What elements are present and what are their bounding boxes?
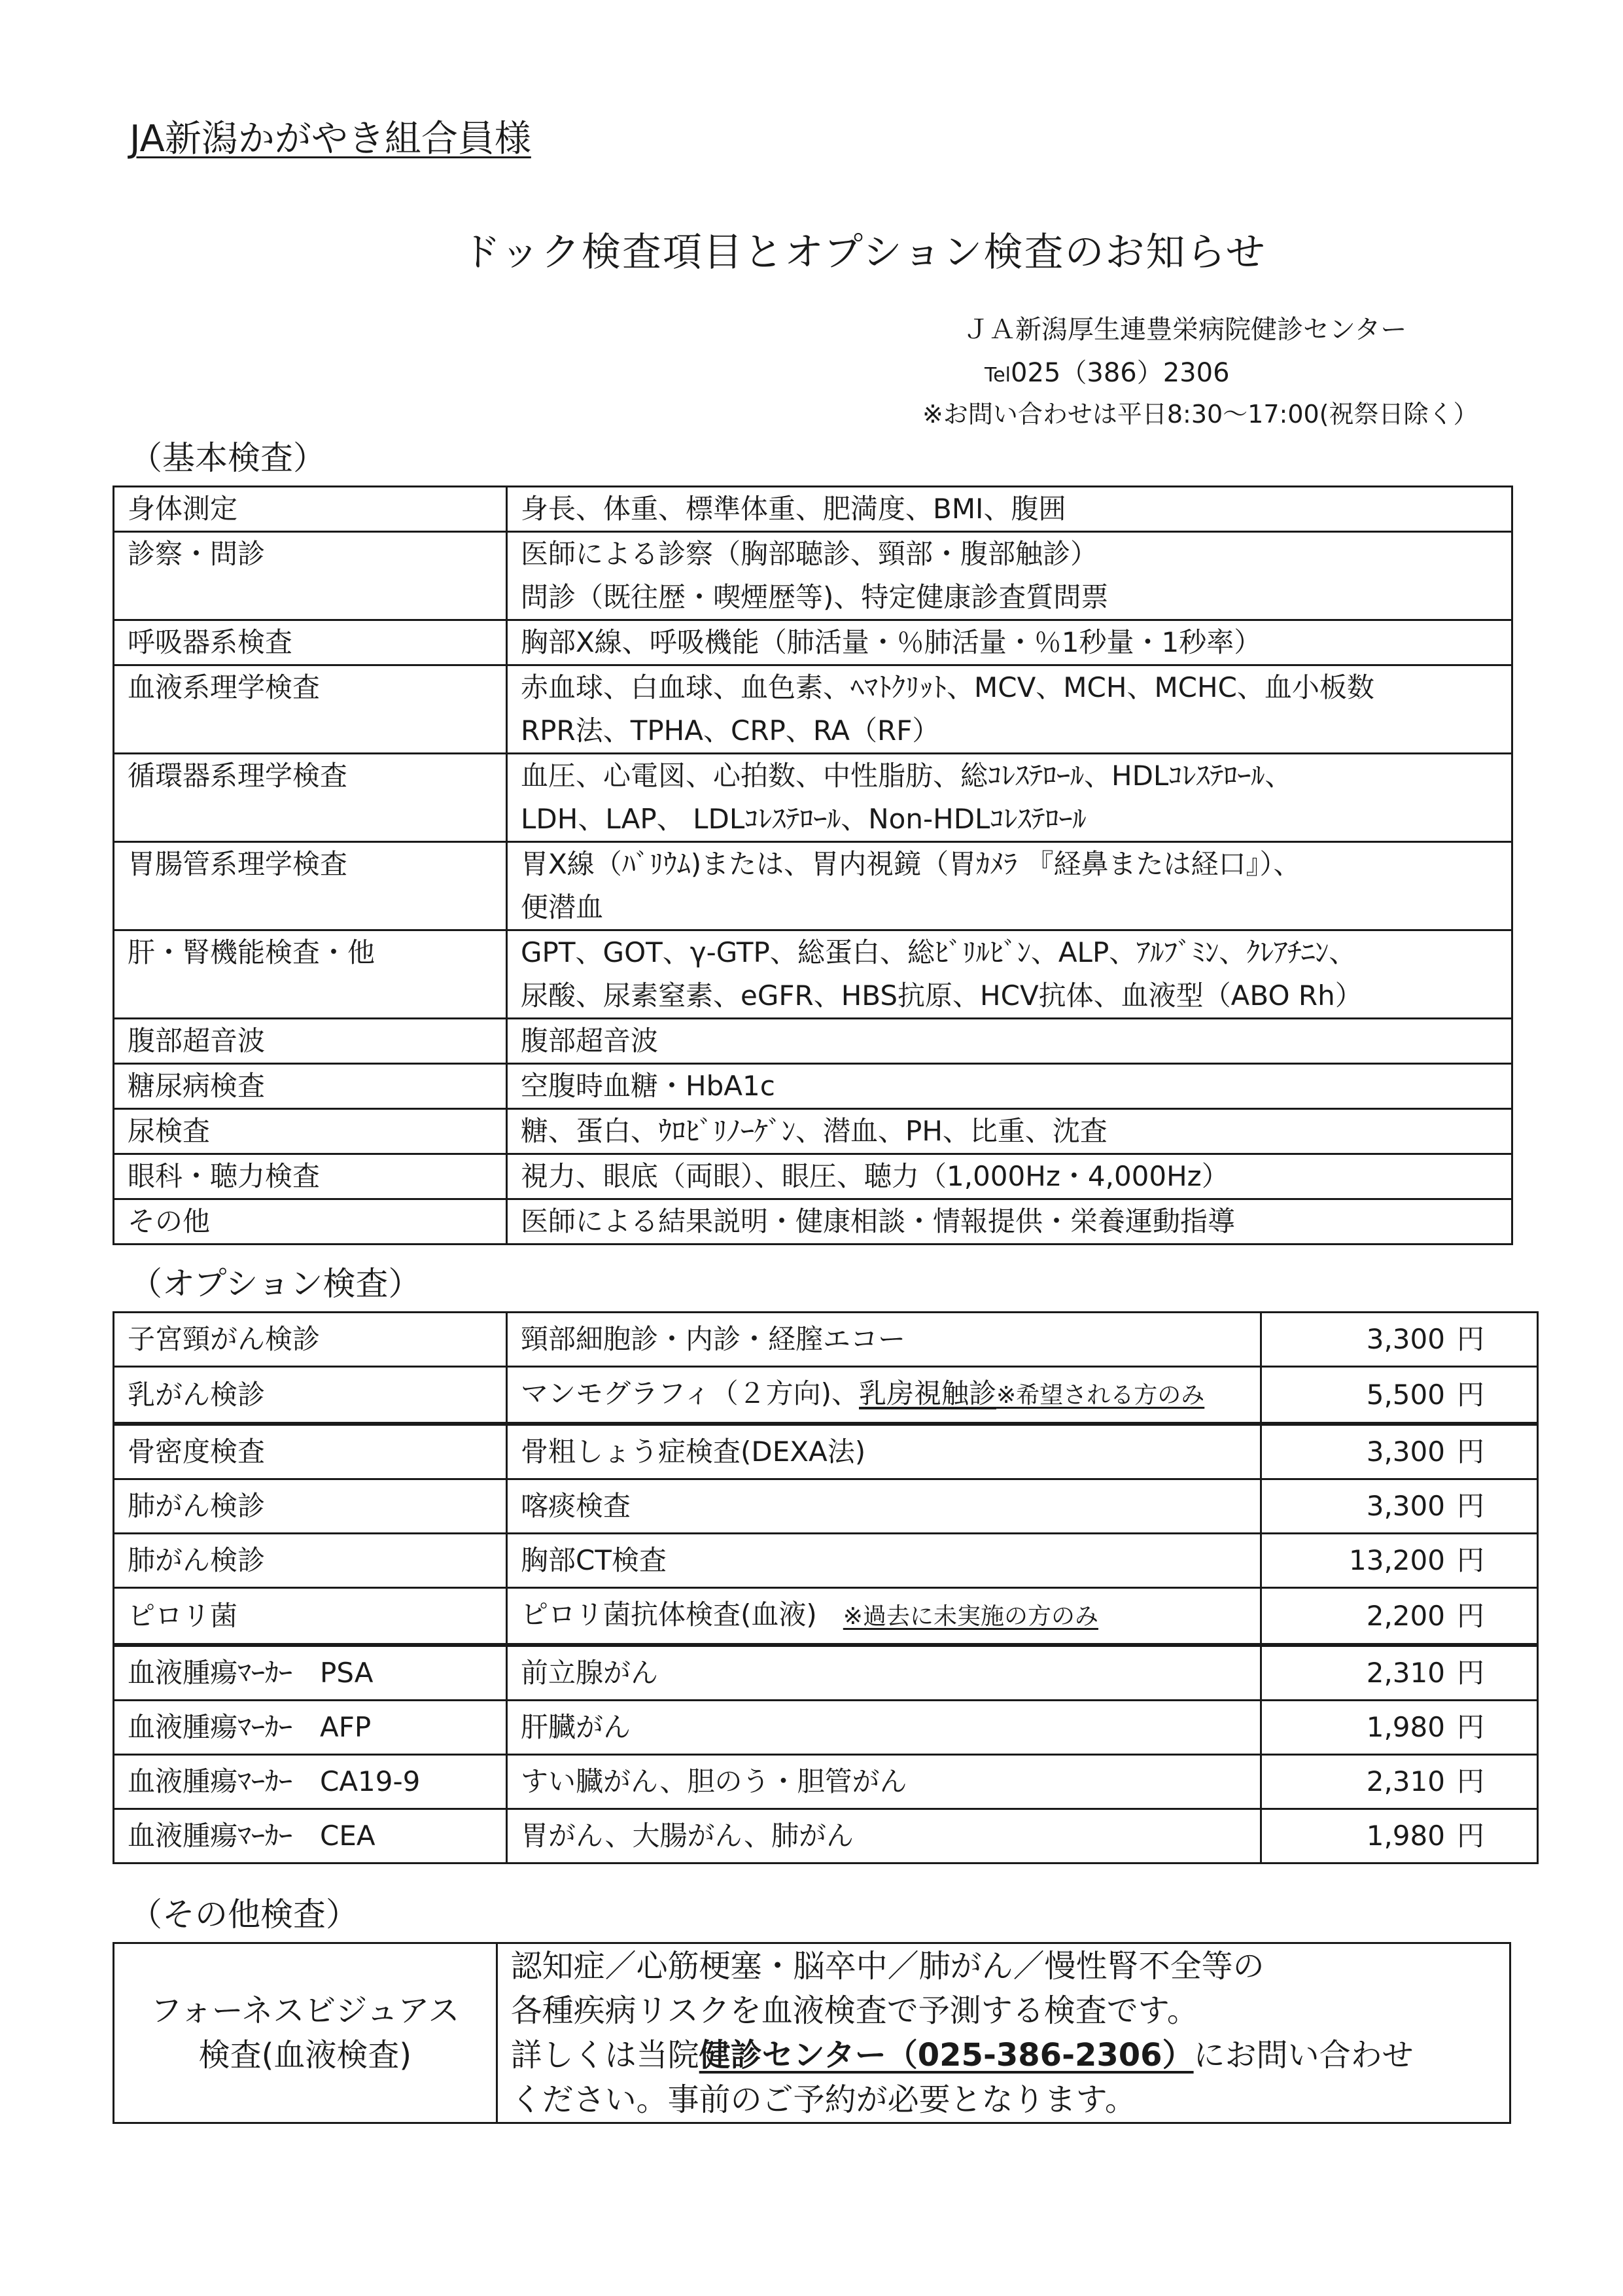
other-desc-line2: 各種疾病リスクを血液検査で予測する検査です。 [510,1992,1198,2029]
yen-unit: 円 [1456,1765,1484,1797]
basic-exam-items [507,532,1512,620]
option-exam-row [114,1534,1538,1588]
basic-exam-items-line: 問診（既往歴・喫煙歴等)、特定健康診査質問票 [521,581,1109,613]
option-exam-name: 子宮頸がん検診 [114,1313,507,1367]
basic-exam-items [507,842,1512,930]
option-exam-detail [507,1367,1261,1424]
option-exam-detail [507,1424,1261,1479]
other-exam-name-line2: 検査(血液検査) [198,2037,412,2074]
basic-exam-name: 眼科・聴力検査 [114,1154,507,1199]
basic-exam-items [507,665,1512,754]
basic-exam-row [114,665,1512,754]
basic-exam-items-line: RPR法、TPHA、CRP、RA（RF） [521,715,940,747]
other-exam-row [114,1943,1510,2123]
basic-exam-items-line: 医師による診察（胸部聴診、頸部・腹部触診） [521,538,1098,570]
option-exam-row [114,1588,1538,1646]
option-exam-detail-text: 胸部CT検査 [521,1544,667,1576]
option-exam-name: 乳がん検診 [114,1367,507,1424]
yen-unit: 円 [1456,1436,1484,1468]
basic-exam-items-line: 身長、体重、標準体重、肥満度、BMI、腹囲 [521,493,1066,525]
tel-number: 025（386）2306 [1011,358,1230,388]
option-exam-row [114,1424,1538,1479]
other-section-heading: （その他検査） [130,1896,358,1934]
basic-exam-items [507,1199,1512,1245]
option-exam-detail-text: 喀痰検査 [521,1490,631,1522]
basic-exam-table [113,486,1513,1245]
option-exam-table [113,1311,1539,1864]
basic-exam-row [114,1199,1512,1245]
basic-exam-items-line: 血圧、心電図、心拍数、中性脂肪、総ｺﾚｽﾃﾛｰﾙ、HDLｺﾚｽﾃﾛｰﾙ、 [521,760,1293,792]
basic-exam-row [114,930,1512,1019]
basic-exam-items [507,487,1512,532]
contact-phone: 健診センター（025-386-2306） [699,2037,1194,2074]
basic-exam-name: 身体測定 [114,487,507,532]
option-exam-name: 血液腫瘍ﾏｰｶｰ PSA [114,1645,507,1701]
option-exam-row [114,1645,1538,1701]
basic-exam-items-line: 便潜血 [521,891,604,923]
option-exam-note: ※希望される方のみ [996,1382,1205,1409]
yen-unit: 円 [1456,1820,1484,1852]
basic-exam-row [114,620,1512,665]
basic-exam-name: 肝・腎機能検査・他 [114,930,507,1019]
basic-exam-name: 腹部超音波 [114,1019,507,1064]
other-desc-line3-post: にお問い合わせ [1193,2037,1414,2074]
price-value: 1,980 [1366,1711,1445,1743]
price-value: 1,980 [1366,1820,1445,1852]
option-exam-row [114,1479,1538,1534]
basic-exam-row [114,1154,1512,1199]
option-exam-detail-extra: 乳房視触診 [859,1377,997,1409]
yen-unit: 円 [1456,1378,1484,1411]
option-exam-row [114,1367,1538,1424]
option-section-heading: （オプション検査） [130,1265,421,1303]
option-exam-detail-text: 胃がん、大腸がん、肺がん [521,1820,854,1852]
option-exam-price [1261,1367,1538,1424]
price-value: 3,300 [1366,1436,1445,1468]
basic-exam-items [507,620,1512,665]
basic-exam-name: 血液系理学検査 [114,665,507,754]
basic-exam-row [114,1019,1512,1064]
basic-exam-items [507,1064,1512,1109]
option-exam-detail-text: ピロリ菌抗体検査(血液) [521,1598,817,1631]
option-exam-name: 血液腫瘍ﾏｰｶｰ AFP [114,1701,507,1755]
basic-exam-items [507,754,1512,842]
option-exam-detail-text: 頸部細胞診・内診・経膣エコー [521,1323,906,1355]
yen-unit: 円 [1456,1323,1484,1355]
option-exam-price [1261,1645,1538,1701]
option-exam-name: 肺がん検診 [114,1534,507,1588]
basic-exam-items-line: 腹部超音波 [521,1025,659,1057]
option-exam-row [114,1755,1538,1809]
option-exam-price [1261,1755,1538,1809]
option-exam-row [114,1701,1538,1755]
option-exam-name: 血液腫瘍ﾏｰｶｰ CA19-9 [114,1755,507,1809]
price-value: 13,200 [1349,1544,1445,1576]
basic-exam-name: 尿検査 [114,1109,507,1154]
other-exam-name-line1: フォーネスビジュアス [150,1992,460,2029]
other-exam-table [113,1942,1511,2124]
document-title: ドック検査項目とオプション検査のお知らせ [461,230,1266,275]
option-exam-detail-text: すい臓がん、胆のう・胆管がん [521,1765,907,1797]
basic-exam-row [114,487,1512,532]
price-value: 5,500 [1366,1378,1445,1411]
basic-exam-row [114,1109,1512,1154]
option-exam-row [114,1809,1538,1863]
basic-exam-items-line: 赤血球、白血球、血色素、ﾍﾏﾄｸﾘｯﾄ、MCV、MCH、MCHC、血小板数 [521,671,1374,703]
basic-exam-items [507,930,1512,1019]
basic-exam-items [507,1019,1512,1064]
option-exam-detail [507,1534,1261,1588]
option-exam-row [114,1313,1538,1367]
option-exam-name: 血液腫瘍ﾏｰｶｰ CEA [114,1809,507,1863]
price-value: 3,300 [1366,1323,1445,1355]
other-exam-description [497,1943,1510,2123]
basic-exam-row [114,532,1512,620]
basic-exam-name: 胃腸管系理学検査 [114,842,507,930]
yen-unit: 円 [1456,1599,1484,1632]
other-desc-line4: ください。事前のご予約が必要となります。 [510,2081,1136,2118]
basic-exam-items-line: GPT、GOT、γ-GTP、総蛋白、総ﾋﾞﾘﾙﾋﾞﾝ、ALP、ｱﾙﾌﾞﾐﾝ、ｸﾚｱﾁﾆﾝ、 [521,936,1357,968]
basic-exam-name: 糖尿病検査 [114,1064,507,1109]
basic-exam-items-line: 尿酸、尿素窒素、eGFR、HBS抗原、HCV抗体、血液型（ABO Rh） [521,980,1363,1012]
basic-exam-items-line: 視力、眼底（両眼）、眼圧、聴力（1,000Hz・4,000Hz） [521,1160,1229,1192]
basic-exam-items [507,1154,1512,1199]
other-exam-name [114,1943,497,2123]
price-value: 3,300 [1366,1490,1445,1522]
option-exam-name: 肺がん検診 [114,1479,507,1534]
yen-unit: 円 [1456,1711,1484,1743]
price-value: 2,200 [1366,1599,1445,1632]
telephone [985,352,1230,389]
yen-unit: 円 [1456,1544,1484,1576]
option-exam-detail [507,1645,1261,1701]
option-exam-detail [507,1588,1261,1646]
organization-name: ＪＡ新潟厚生連豊栄病院健診センター [963,315,1407,345]
option-exam-price [1261,1809,1538,1863]
option-exam-detail-text: 骨粗しょう症検査(DEXA法) [521,1436,866,1468]
option-exam-detail [507,1809,1261,1863]
option-exam-note: ※過去に未実施の方のみ [843,1603,1098,1630]
option-exam-price [1261,1479,1538,1534]
option-exam-price [1261,1534,1538,1588]
basic-exam-name: 呼吸器系検査 [114,620,507,665]
option-exam-detail [507,1755,1261,1809]
option-exam-detail [507,1701,1261,1755]
basic-exam-name: 循環器系理学検査 [114,754,507,842]
basic-exam-row [114,754,1512,842]
option-exam-detail-text: 肝臓がん [521,1711,631,1743]
other-desc-line3-pre: 詳しくは当院 [510,2037,699,2074]
basic-exam-items-line: 胃X線（ﾊﾞﾘｳﾑ)または、胃内視鏡（胃ｶﾒﾗ 『経鼻または経口』）、 [521,848,1301,880]
basic-exam-row [114,1064,1512,1109]
basic-exam-items-line: 胸部X線、呼吸機能（肺活量・％肺活量・％1秒量・1秒率） [521,626,1262,658]
basic-exam-items-line: 糖、蛋白、ｳﾛﾋﾞﾘﾉｰｹﾞﾝ、潜血、PH、比重、沈査 [521,1115,1108,1147]
other-desc-line1: 認知症／心筋梗塞・脳卒中／肺がん／慢性腎不全等の [510,1948,1265,1985]
basic-exam-items-line: 空腹時血糖・HbA1c [521,1070,775,1102]
basic-exam-row [114,842,1512,930]
basic-exam-name: 診察・問診 [114,532,507,620]
tel-label: Tel [985,364,1011,387]
option-exam-price [1261,1424,1538,1479]
price-value: 2,310 [1366,1765,1445,1797]
other-desc-line3 [511,2033,1509,2077]
option-exam-price [1261,1701,1538,1755]
option-exam-name: ピロリ菌 [114,1588,507,1646]
yen-unit: 円 [1456,1657,1484,1689]
basic-exam-name: その他 [114,1199,507,1245]
hours-note: ※お問い合わせは平日8:30～17:00(祝祭日除く） [922,400,1478,429]
basic-section-heading: （基本検査） [130,439,326,477]
price-value: 2,310 [1366,1657,1445,1689]
basic-exam-items-line: 医師による結果説明・健康相談・情報提供・栄養運動指導 [521,1205,1236,1237]
option-exam-price [1261,1313,1538,1367]
option-exam-detail [507,1313,1261,1367]
option-exam-detail [507,1479,1261,1534]
recipient-heading: JA新潟かがやき組合員様 [130,118,531,160]
option-exam-price [1261,1588,1538,1646]
option-exam-detail-text: 前立腺がん [521,1657,659,1689]
basic-exam-items-line: LDH、LAP、 LDLｺﾚｽﾃﾛｰﾙ、Non-HDLｺﾚｽﾃﾛｰﾙ [521,803,1087,835]
option-exam-detail-text: マンモグラフィ（２方向)、 [521,1377,860,1409]
basic-exam-items [507,1109,1512,1154]
option-exam-name: 骨密度検査 [114,1424,507,1479]
yen-unit: 円 [1456,1490,1484,1522]
